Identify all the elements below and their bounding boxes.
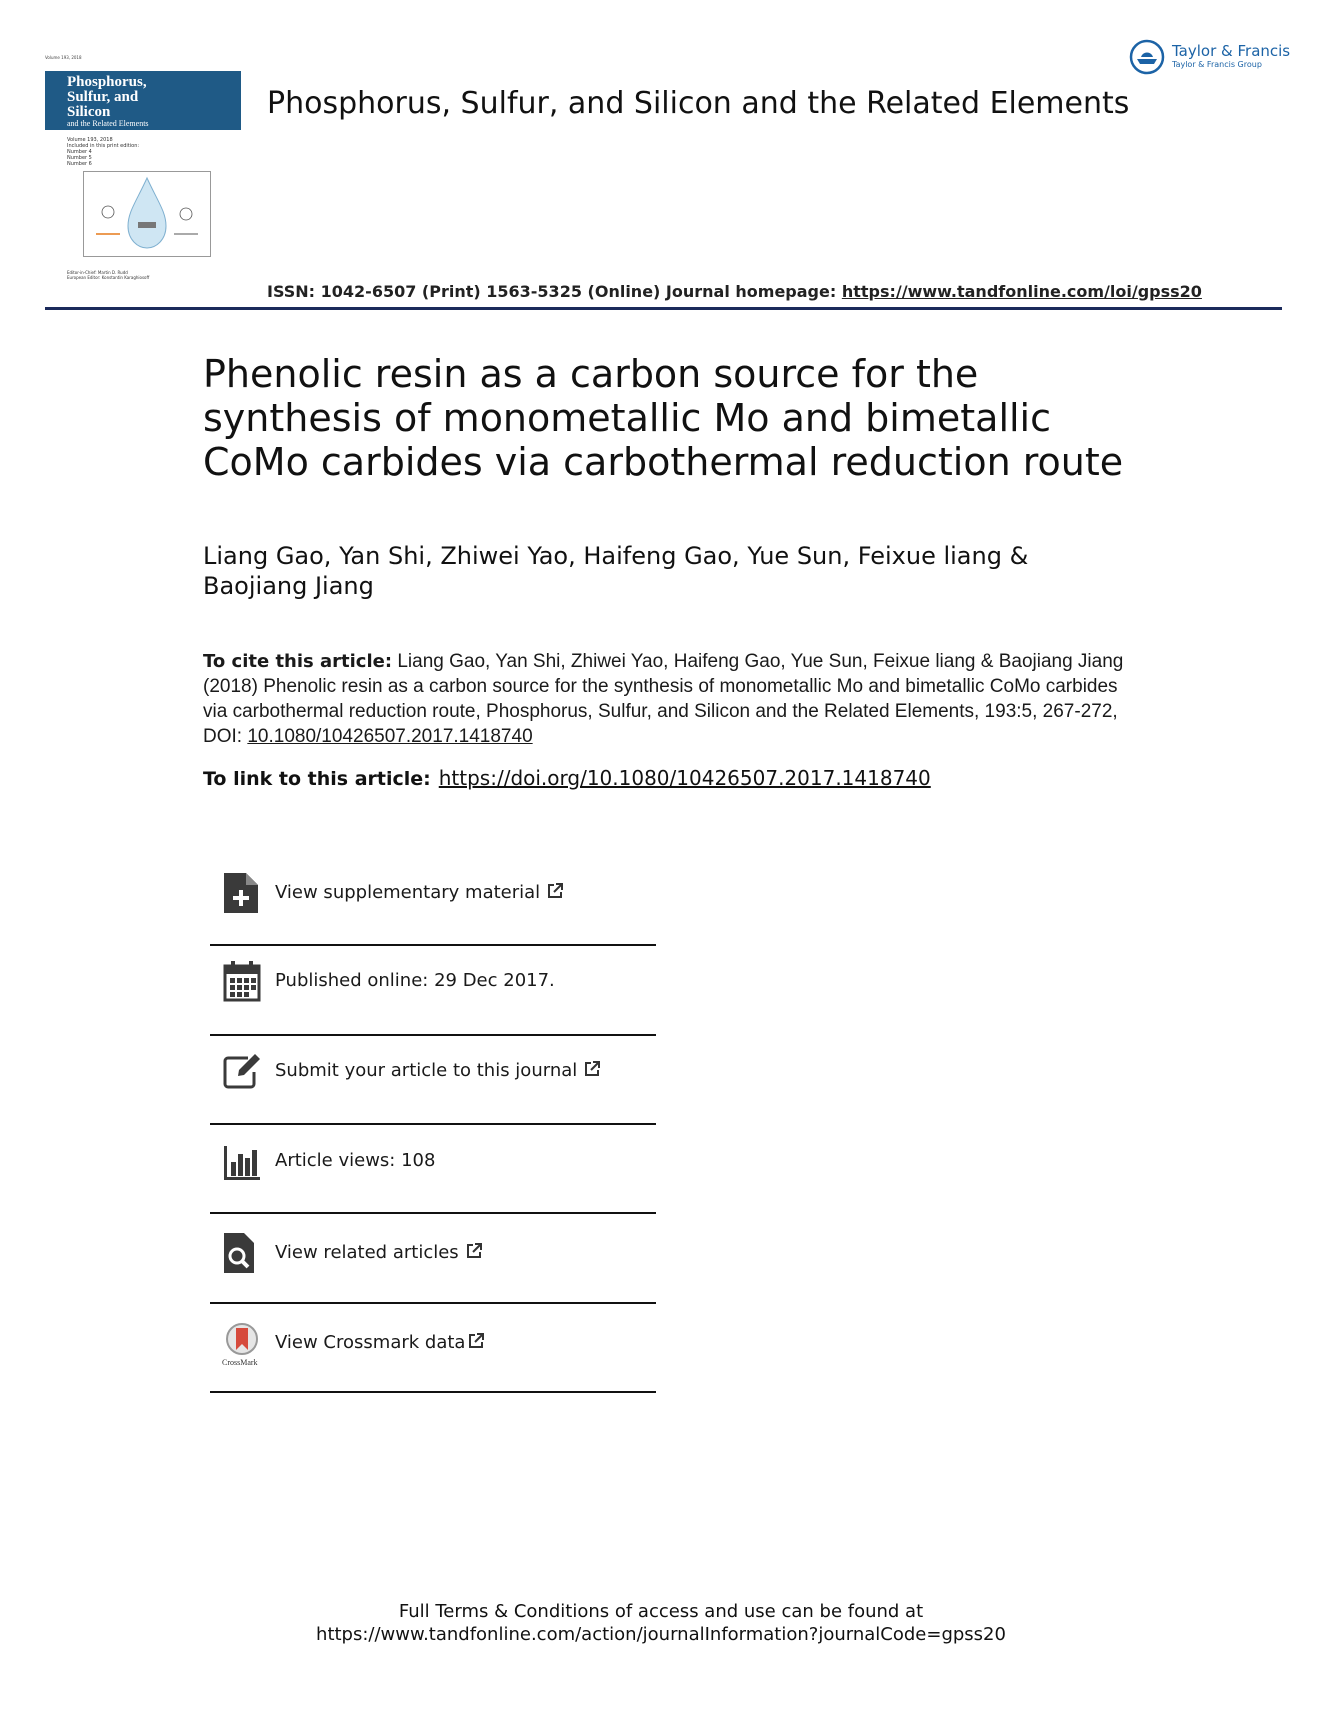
external-link-icon: [546, 882, 564, 900]
supplementary-label: View supplementary material: [275, 882, 541, 903]
article-title: Phenolic resin as a carbon source for the synthesis of monometallic Mo and bimetallic CoMo carbides via carbothermal reduction route: [203, 352, 1124, 484]
issn-text: ISSN: 1042-6507 (Print) 1563-5325 (Online) Journal homepage:: [267, 282, 842, 301]
citation: [203, 649, 1143, 749]
cover-info-line: Number 5: [67, 155, 92, 161]
related-label: View related articles: [275, 1242, 459, 1263]
header-rule: [45, 307, 1282, 310]
article-link-line: [203, 766, 931, 790]
file-plus-icon: [222, 872, 262, 914]
external-link-icon: [583, 1060, 601, 1078]
footer-url[interactable]: https://www.tandfonline.com/action/journalInformation?journalCode=gpss20: [316, 1624, 1006, 1645]
doi-link[interactable]: 10.1080/10426507.2017.1418740: [247, 726, 533, 747]
cover-title-line: Silicon: [67, 104, 111, 120]
issn-line: [267, 282, 1202, 301]
published-date: Published online: 29 Dec 2017.: [275, 970, 555, 991]
article-authors: Liang Gao, Yan Shi, Zhiwei Yao, Haifeng Gao, Yue Sun, Feixue liang & Baojiang Jiang: [203, 542, 1029, 600]
crossmark-label: View Crossmark data: [275, 1332, 466, 1353]
row-separator: [210, 1034, 656, 1036]
cover-editor-line: European Editor: Konstantin Karaghiosoff: [67, 275, 150, 280]
supplementary-row[interactable]: [210, 872, 656, 932]
external-link-icon: [465, 1242, 483, 1260]
related-row[interactable]: [210, 1232, 656, 1292]
cover-title: [67, 75, 147, 120]
cover-title-line: Sulfur, and: [67, 89, 139, 105]
publisher-group: Taylor & Francis Group: [1172, 60, 1262, 69]
cover-title-line: Phosphorus,: [67, 74, 147, 90]
cover-subtitle: and the Related Elements: [67, 119, 149, 128]
submit-text: [275, 1060, 601, 1081]
cover-info: [67, 137, 139, 167]
cite-text: Liang Gao, Yan Shi, Zhiwei Yao, Haifeng Gao, Yue Sun, Feixue liang & Baojiang Jiang (2018) Phenolic resin as a carbon source for the synthesis of monometallic Mo and bimetallic CoMo carbides via carbothermal reduction route, Phosphorus, Sulfur, and Silicon and the Related Elements, 193:5, 267-272, DOI:: [203, 651, 1124, 747]
submit-row[interactable]: [210, 1050, 656, 1110]
row-separator: [210, 1212, 656, 1214]
cover-artwork: [83, 171, 211, 257]
crossmark-logo-text: CrossMark: [222, 1358, 258, 1367]
cover-editor-line: Editor-in-Chief: Martin D. Rudd: [67, 270, 128, 275]
external-link-icon: [467, 1332, 485, 1350]
views-row: [210, 1140, 656, 1200]
row-separator: [210, 1123, 656, 1125]
crossmark-text: [275, 1332, 485, 1353]
article-views: Article views: 108: [275, 1150, 436, 1171]
journal-homepage-link[interactable]: https://www.tandfonline.com/loi/gpss20: [841, 282, 1202, 301]
cover-info-line: Number 6: [67, 161, 92, 167]
cite-label: To cite this article:: [203, 651, 393, 672]
cover-volume: Volume 193, 2018: [45, 55, 82, 60]
bar-chart-icon: [222, 1140, 262, 1182]
related-text: [275, 1242, 483, 1263]
journal-cover: [45, 55, 241, 285]
publisher-logo[interactable]: [1128, 38, 1291, 78]
journal-title: Phosphorus, Sulfur, and Silicon and the Related Elements: [267, 86, 1130, 121]
cover-info-line: Volume 193, 2018: [67, 137, 113, 143]
article-url-link[interactable]: https://doi.org/10.1080/10426507.2017.1418740: [438, 766, 931, 790]
publisher-name: Taylor & Francis: [1172, 42, 1291, 60]
cover-info-line: Included in this print edition:: [67, 143, 140, 149]
row-separator: [210, 1391, 656, 1393]
edit-icon: [222, 1050, 262, 1092]
supplementary-text: [275, 882, 564, 903]
cover-info-line: Number 4: [67, 149, 92, 155]
row-separator: [210, 1302, 656, 1304]
crossmark-row[interactable]: [210, 1322, 656, 1382]
footer: [0, 1600, 1322, 1646]
publisher-emblem-icon: [1128, 38, 1166, 76]
cover-editors: [67, 270, 149, 280]
published-row: [210, 960, 656, 1020]
row-separator: [210, 944, 656, 946]
submit-label: Submit your article to this journal: [275, 1060, 578, 1081]
calendar-icon: [222, 960, 262, 1002]
link-label: To link to this article:: [203, 768, 431, 790]
search-document-icon: [222, 1232, 262, 1274]
footer-terms: Full Terms & Conditions of access and use can be found at: [398, 1601, 924, 1622]
